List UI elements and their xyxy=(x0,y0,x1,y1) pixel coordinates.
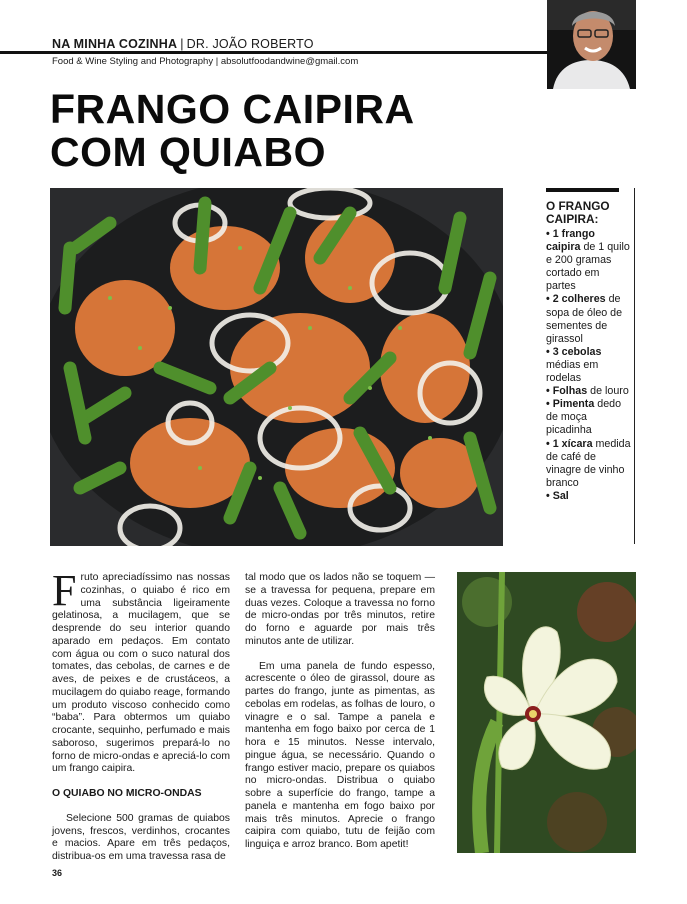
photo-credit: Food & Wine Styling and Photography | absolutfoodandwine@gmail.com xyxy=(52,56,359,67)
headline-line-1: FRANGO CAIPIRA xyxy=(50,86,415,132)
tag-separator: | xyxy=(180,37,184,51)
drop-cap: F xyxy=(52,566,77,615)
ingredients-box xyxy=(546,200,631,503)
header-rule xyxy=(0,51,547,54)
article-column-1 xyxy=(52,566,230,876)
page-number: 36 xyxy=(52,868,63,878)
ingredients-title-line-1: O FRANGO xyxy=(546,199,610,213)
paragraph: tal modo que os lados não se toquem — se a travessa for pequena, prepare em duas vezes. Coloque a travessa no forno de micro-ondas por três minutos, retire do forno e aguarde por mais três minutos ante de utilizar. xyxy=(245,572,435,647)
paragraph: Em uma panela de fundo espesso, acrescente o óleo de girassol, doure as partes do frango, junte as pimentas, as cebolas em rodelas, as folhas de louro, o vinagre e o sal. Tampe a panela e mantenha em fogo baixo por cerca de 1 hora e 15 minutos. Nesse intervalo, pingue água, se necessário. Quando o frango estiver macio, prepare os quiabos no micro-ondas. Distribua o quiabo sobre a superfície do frango, tampe a panela e mantenha em fogo baixo por mais três minutos. Aprecie o frango caipira com quiabo, tutu de feijão com linguiça e arroz branco. Bom apetit! xyxy=(245,660,435,850)
subheading: O QUIABO NO MICRO-ONDAS xyxy=(52,788,202,799)
ingredients-title xyxy=(546,200,631,226)
headline-line-2: COM QUIABO xyxy=(50,129,327,175)
sidebar-top-rule xyxy=(546,188,619,192)
intro-paragraph: Fruto apreciadíssimo nas nossas cozinhas, o quiabo é rico em uma substância ligeiramente gelatinosa, a mucilagem, que se desprende do seu interior quando aparado em pedaços. Em contato com água ou com o suco natural dos tomates, das cebolas, de carnes e de aves, de peixes e de crustáceos, a mucilagem do quiabo reage, formando um produto viscoso conhecido como “baba”. Para obtermos um quiabo crocante, sequinho, perfumado e mais saboroso, sugerimos prepará-lo no forno de micro-ondas e apreciá-lo com um frango caipira. xyxy=(52,566,230,775)
author-name: DR. JOÃO ROBERTO xyxy=(186,37,314,51)
ingredient-item: • Pimenta dedo de moça picadinha xyxy=(546,398,622,437)
section-name: NA MINHA COZINHA xyxy=(52,37,178,51)
article-column-2 xyxy=(245,572,435,864)
ingredient-item: • 1 xícara medida de café de vinagre de vinho branco xyxy=(546,437,631,489)
ingredient-item: • 3 cebolas médias em rodelas xyxy=(546,345,602,385)
column-tag xyxy=(52,37,314,51)
ingredients-title-line-2: CAIPIRA: xyxy=(546,212,599,226)
ingredient-item: • Sal xyxy=(546,489,569,502)
author-portrait xyxy=(547,0,636,89)
paragraph: Selecione 500 gramas de quiabos jovens, frescos, verdinhos, crocantes e macios. Apare em três pedaços, distribua-os em uma travessa rasa de xyxy=(52,812,230,862)
ingredient-item: • Folhas de louro xyxy=(546,385,629,398)
sidebar-right-rule xyxy=(634,188,635,544)
okra-flower-photo xyxy=(457,572,636,853)
headline xyxy=(50,88,415,174)
ingredient-item: • 2 colheres de sopa de óleo de sementes de girassol xyxy=(546,293,623,345)
dish-photo xyxy=(50,188,503,546)
ingredient-item: • 1 frango caipira de 1 quilo e 200 gramas cortado em partes xyxy=(546,228,630,293)
